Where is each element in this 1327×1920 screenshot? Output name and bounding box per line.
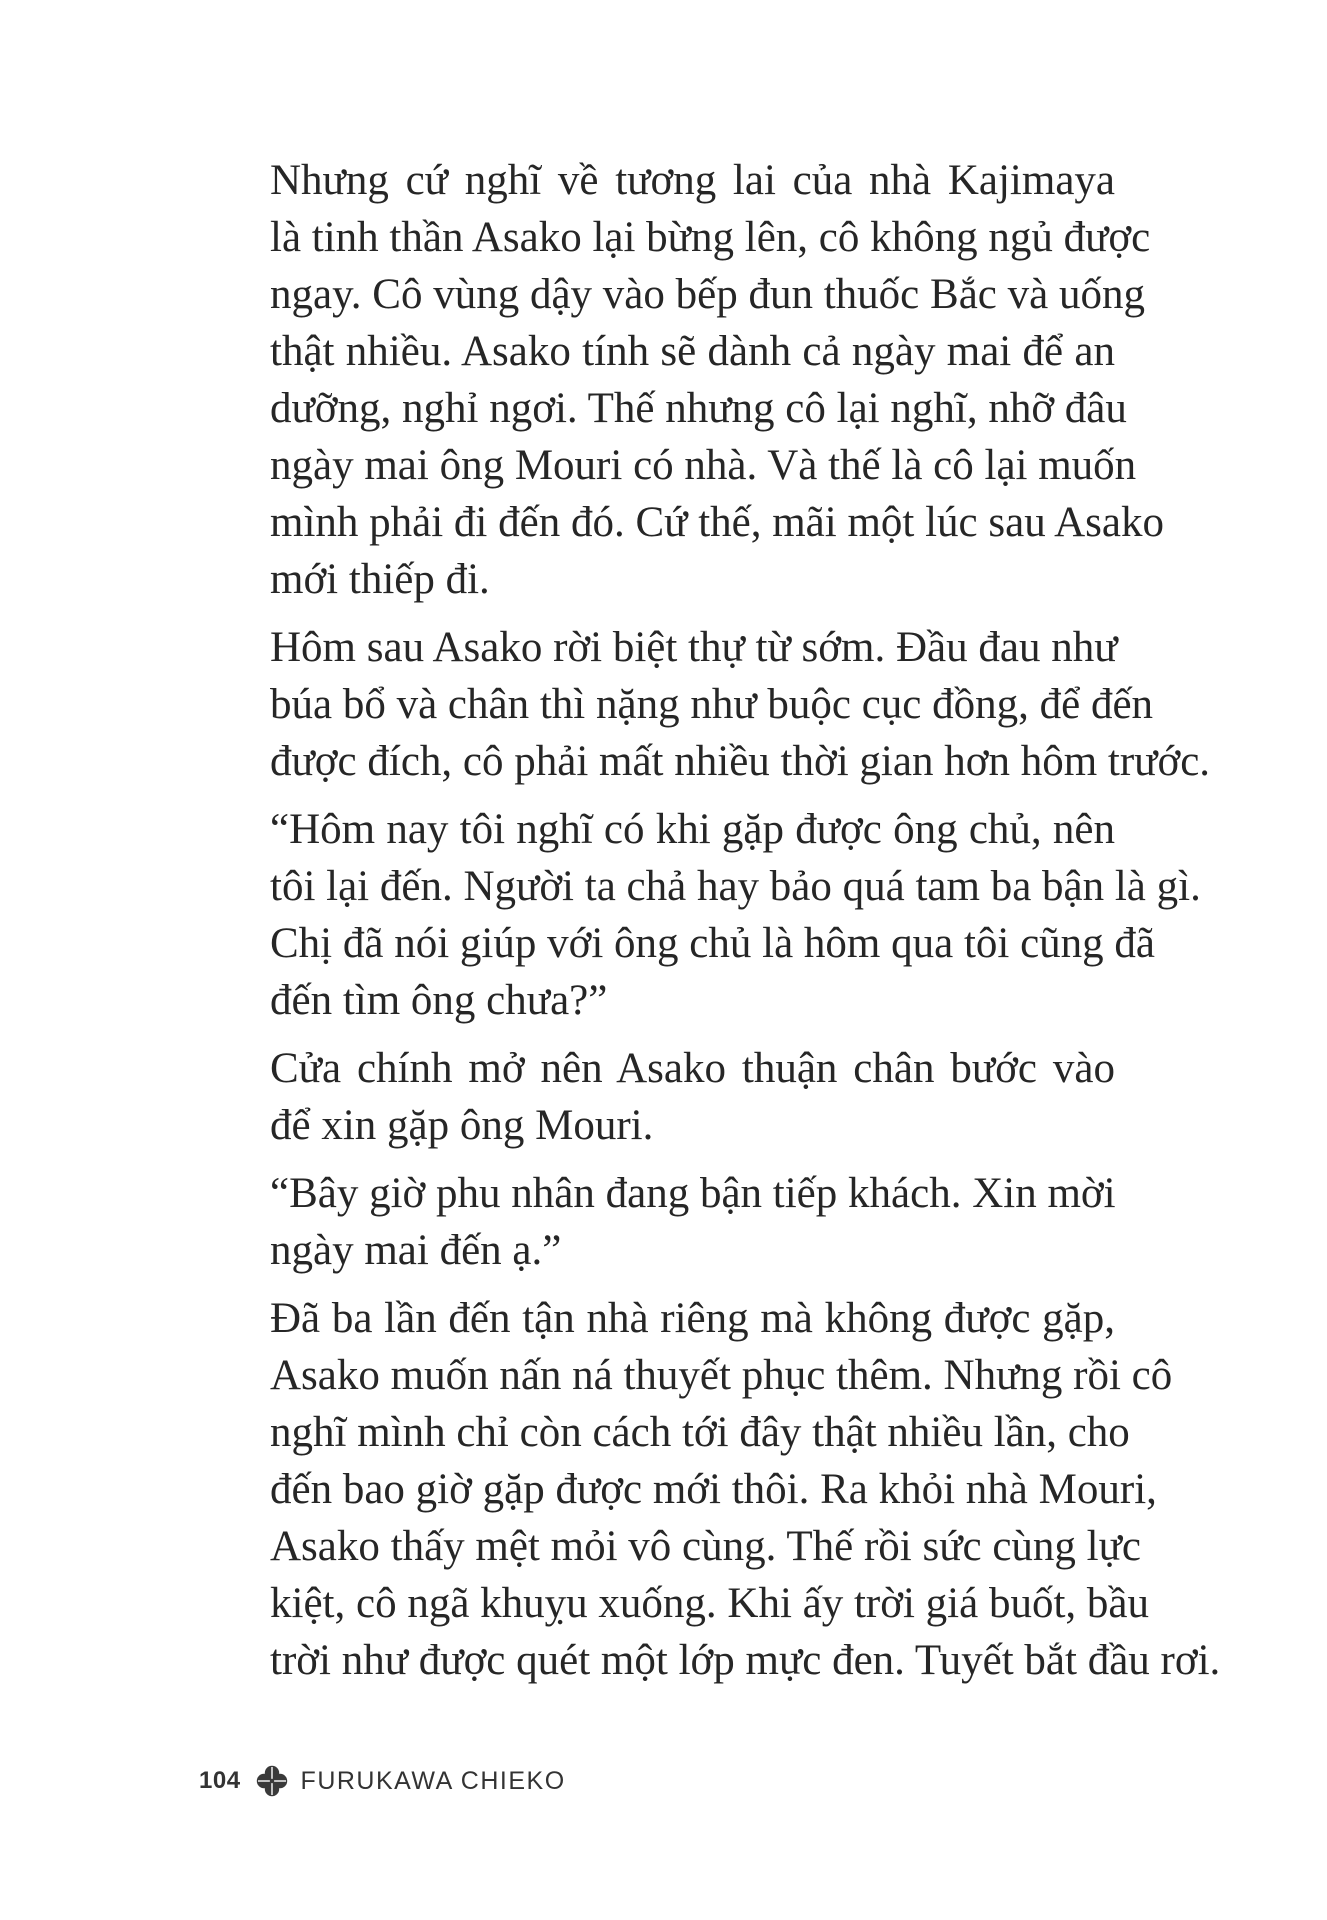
- text-line: ngay. Cô vùng dậy vào bếp đun thuốc Bắc và uống: [270, 271, 1145, 318]
- author-name: FURUKAWA CHIEKO: [300, 1766, 566, 1795]
- page-footer: [199, 1763, 566, 1799]
- text-line: kiệt, cô ngã khuỵu xuống. Khi ấy trời giá buốt, bầu: [270, 1580, 1150, 1627]
- clover-icon: [255, 1764, 289, 1798]
- text-line: trời như được quét một lớp mực đen. Tuyết bắt đầu rơi.: [270, 1637, 1221, 1684]
- text-line: Nhưng cứ nghĩ về tương lai của nhà Kajimaya: [270, 157, 1115, 204]
- body-text: [199, 152, 1221, 1700]
- text-line: mình phải đi đến đó. Cứ thế, mãi một lúc sau Asako: [270, 499, 1164, 546]
- text-line: là tinh thần Asako lại bừng lên, cô không ngủ được: [270, 214, 1151, 261]
- text-line: Cửa chính mở nên Asako thuận chân bước vào: [270, 1045, 1115, 1092]
- text-line: đến bao giờ gặp được mới thôi. Ra khỏi nhà Mouri,: [270, 1466, 1157, 1513]
- text-line: ngày mai ông Mouri có nhà. Và thế là cô lại muốn: [270, 442, 1137, 489]
- paragraph: [199, 1040, 1115, 1154]
- paragraph: [199, 801, 1201, 1029]
- text-line: Chị đã nói giúp với ông chủ là hôm qua tôi cũng đã: [270, 920, 1156, 967]
- paragraph: [199, 619, 1211, 790]
- page-number: 104: [199, 1767, 241, 1794]
- paragraph: [199, 152, 1164, 608]
- text-line: Hôm sau Asako rời biệt thự từ sớm. Đầu đau như: [270, 624, 1118, 671]
- text-line: thật nhiều. Asako tính sẽ dành cả ngày mai để an: [270, 328, 1115, 375]
- text-line: Asako muốn nấn ná thuyết phục thêm. Nhưng rồi cô: [270, 1352, 1173, 1399]
- text-line: ngày mai đến ạ.”: [270, 1227, 562, 1274]
- text-line: “Bây giờ phu nhân đang bận tiếp khách. Xin mời: [270, 1170, 1116, 1217]
- text-line: mới thiếp đi.: [270, 556, 490, 603]
- text-line: đến tìm ông chưa?”: [270, 977, 608, 1024]
- text-line: dưỡng, nghỉ ngơi. Thế nhưng cô lại nghĩ, nhỡ đâu: [270, 385, 1127, 432]
- text-line: nghĩ mình chỉ còn cách tới đây thật nhiều lần, cho: [270, 1409, 1130, 1456]
- paragraph: [199, 1290, 1221, 1689]
- text-line: tôi lại đến. Người ta chả hay bảo quá tam ba bận là gì.: [270, 863, 1201, 910]
- text-line: búa bổ và chân thì nặng như buộc cục đồng, để đến: [270, 681, 1154, 728]
- text-line: Asako thấy mệt mỏi vô cùng. Thế rồi sức cùng lực: [270, 1523, 1142, 1570]
- text-line: để xin gặp ông Mouri.: [270, 1102, 654, 1149]
- text-line: được đích, cô phải mất nhiều thời gian hơn hôm trước.: [270, 738, 1211, 785]
- text-line: Đã ba lần đến tận nhà riêng mà không được gặp,: [270, 1295, 1115, 1342]
- text-line: “Hôm nay tôi nghĩ có khi gặp được ông chủ, nên: [270, 806, 1115, 853]
- paragraph: [199, 1165, 1115, 1279]
